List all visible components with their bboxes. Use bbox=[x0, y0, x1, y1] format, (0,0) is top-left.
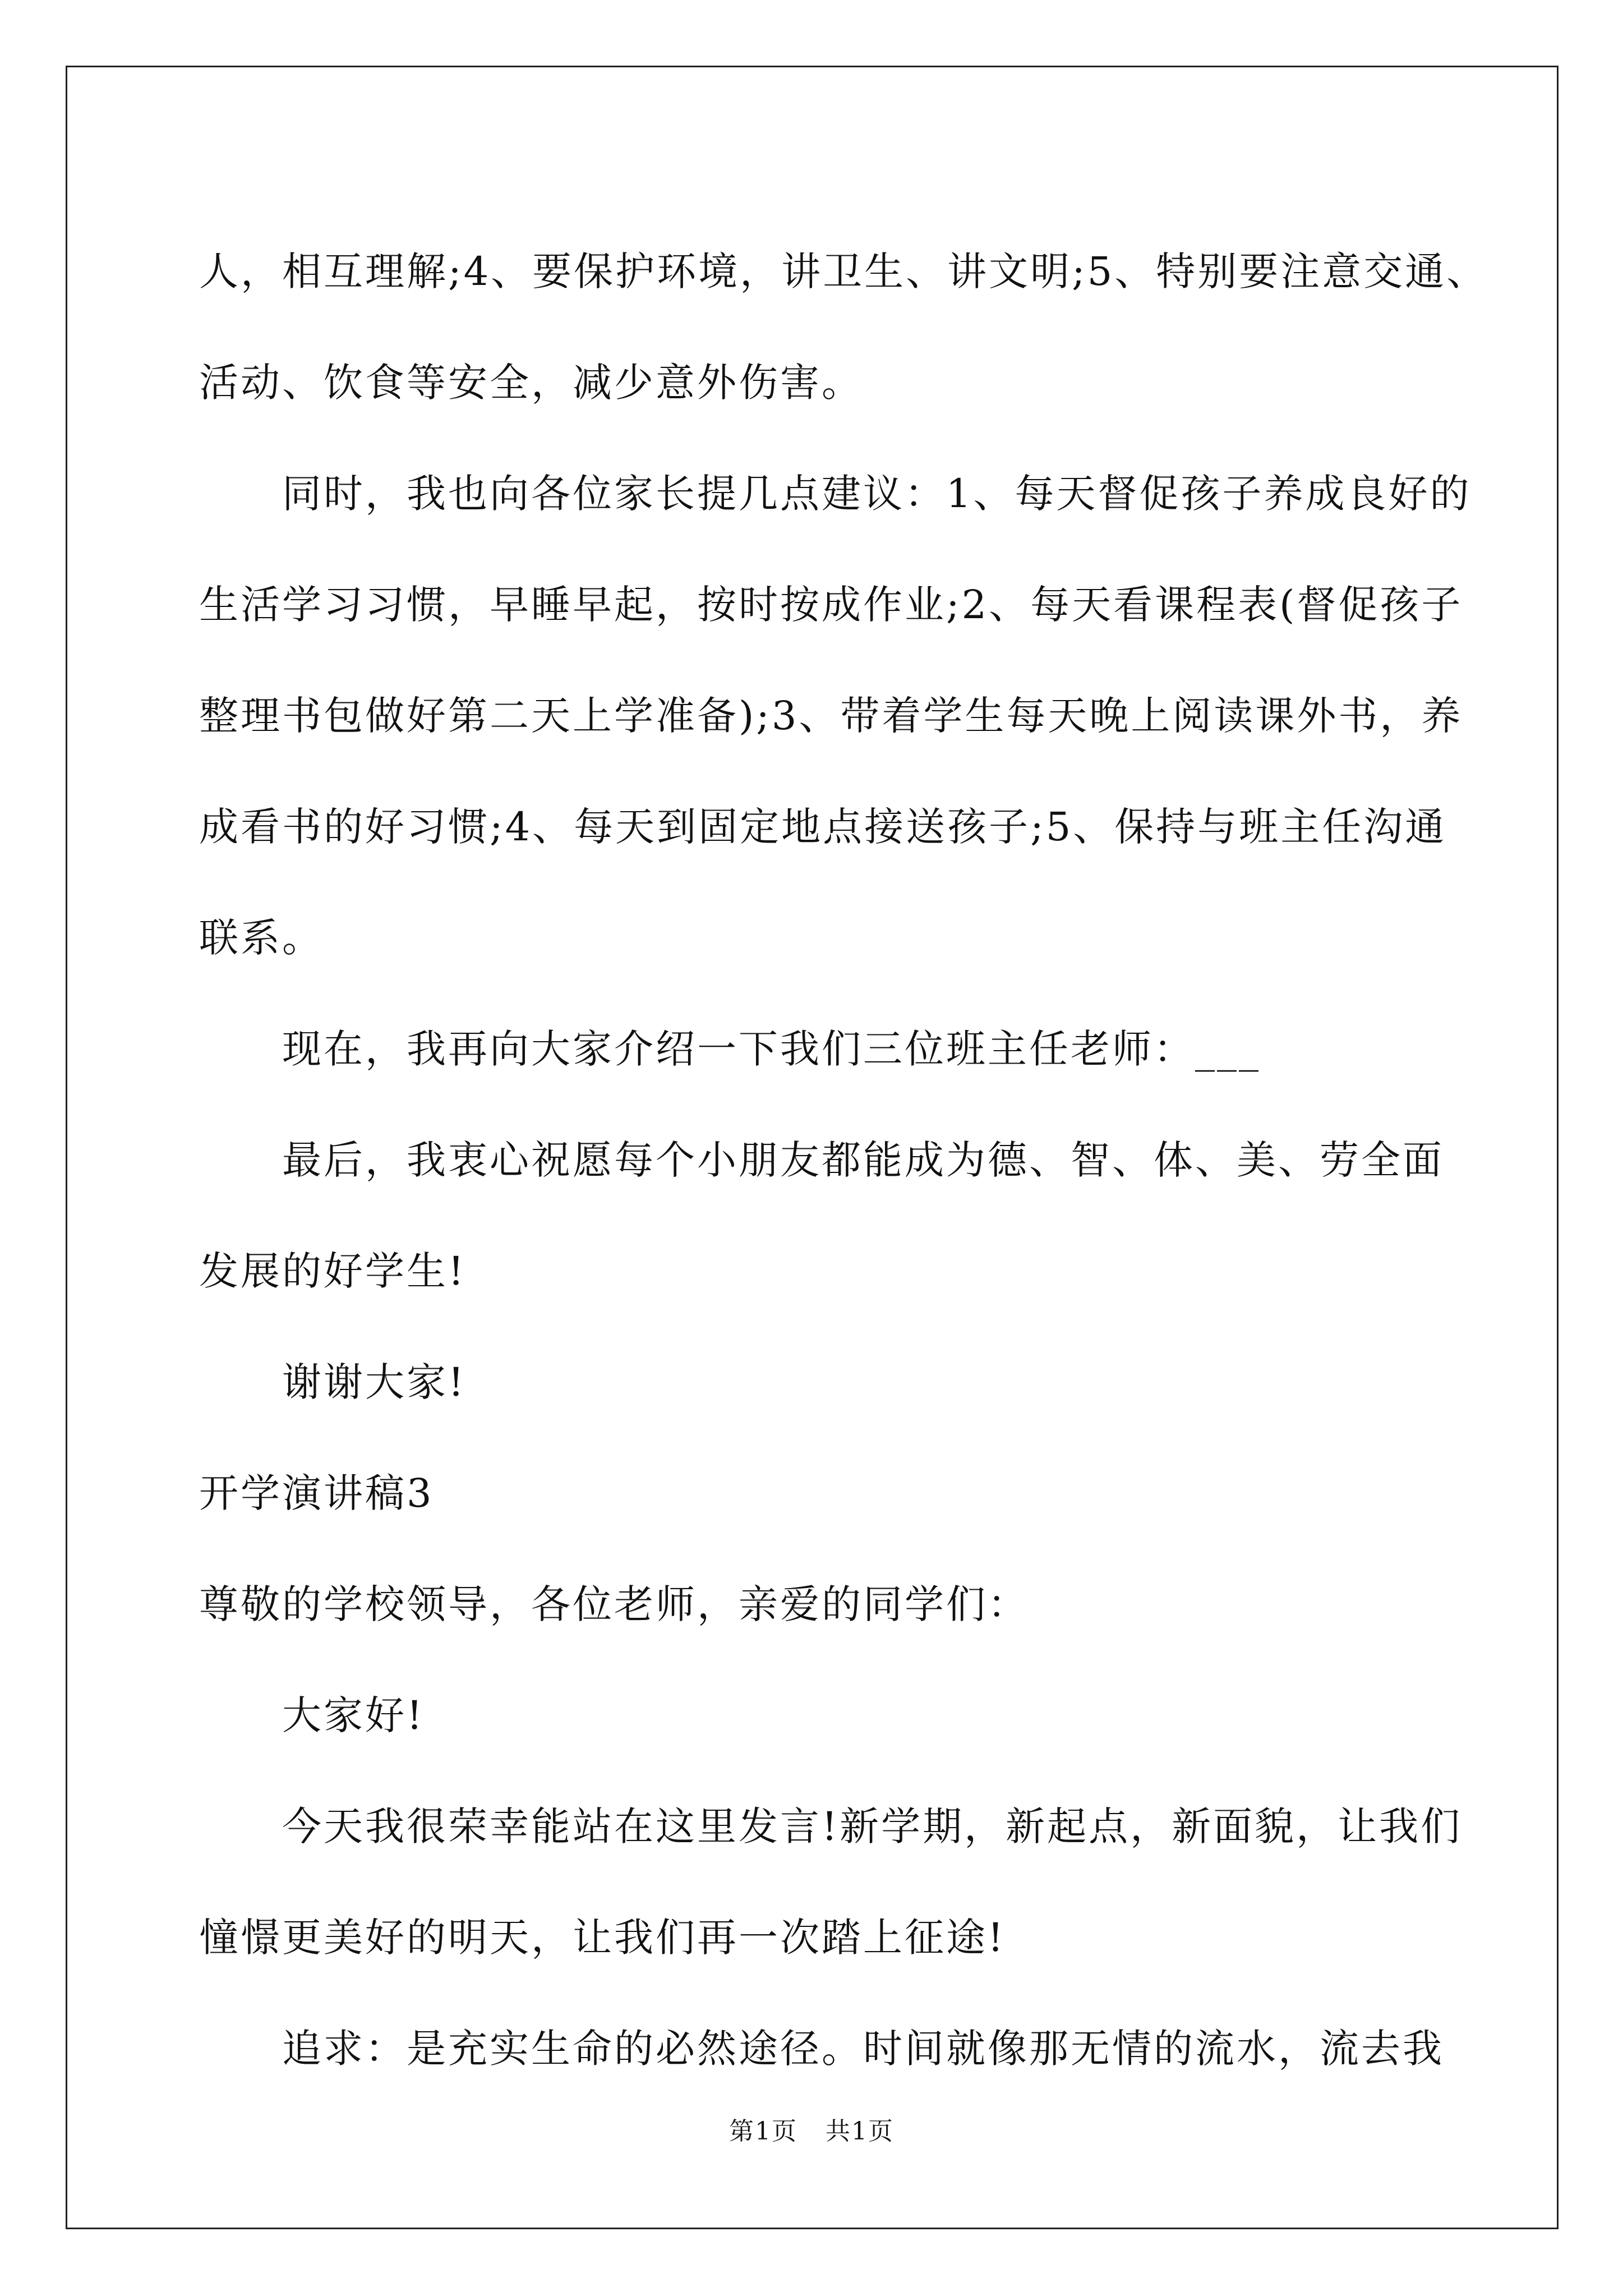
text-line: 追求：是充实生命的必然途径。时间就像那无情的流水，流去我 bbox=[282, 2026, 1444, 2072]
text-line: 同时，我也向各位家长提几点建议：1、每天督促孩子养成良好的 bbox=[282, 471, 1472, 517]
page-number: 第1页 bbox=[729, 2117, 797, 2146]
salutation: 尊敬的学校领导，各位老师，亲爱的同学们： bbox=[199, 1581, 1029, 1627]
text-line: 现在，我再向大家介绍一下我们三位班主任老师：___ bbox=[282, 1026, 1261, 1072]
text-line: 发展的好学生! bbox=[199, 1248, 467, 1294]
page-footer bbox=[0, 2115, 1623, 2148]
text-line: 整理书包做好第二天上学准备);3、带着学生每天晚上阅读课外书，养 bbox=[199, 693, 1463, 739]
text-line: 成看书的好习惯;4、每天到固定地点接送孩子;5、保持与班主任沟通 bbox=[199, 804, 1447, 850]
text-line: 最后，我衷心祝愿每个小朋友都能成为德、智、体、美、劳全面 bbox=[282, 1137, 1444, 1183]
text-line: 大家好! bbox=[282, 1692, 425, 1738]
text-line: 联系。 bbox=[199, 915, 324, 961]
page-total: 共1页 bbox=[826, 2117, 894, 2146]
text-line: 人，相互理解;4、要保护环境，讲卫生、讲文明;5、特别要注意交通、 bbox=[199, 249, 1488, 295]
section-heading: 开学演讲稿3 bbox=[199, 1470, 434, 1516]
text-line: 生活学习习惯，早睡早起，按时按成作业;2、每天看课程表(督促孩子 bbox=[199, 582, 1463, 628]
document-body bbox=[199, 216, 1488, 2104]
text-line: 今天我很荣幸能站在这里发言!新学期，新起点，新面貌，让我们 bbox=[282, 1803, 1463, 1849]
text-line: 活动、饮食等安全，减少意外伤害。 bbox=[199, 360, 863, 406]
text-line: 谢谢大家! bbox=[282, 1359, 467, 1405]
text-line: 憧憬更美好的明天，让我们再一次踏上征途! bbox=[199, 1915, 1006, 1961]
